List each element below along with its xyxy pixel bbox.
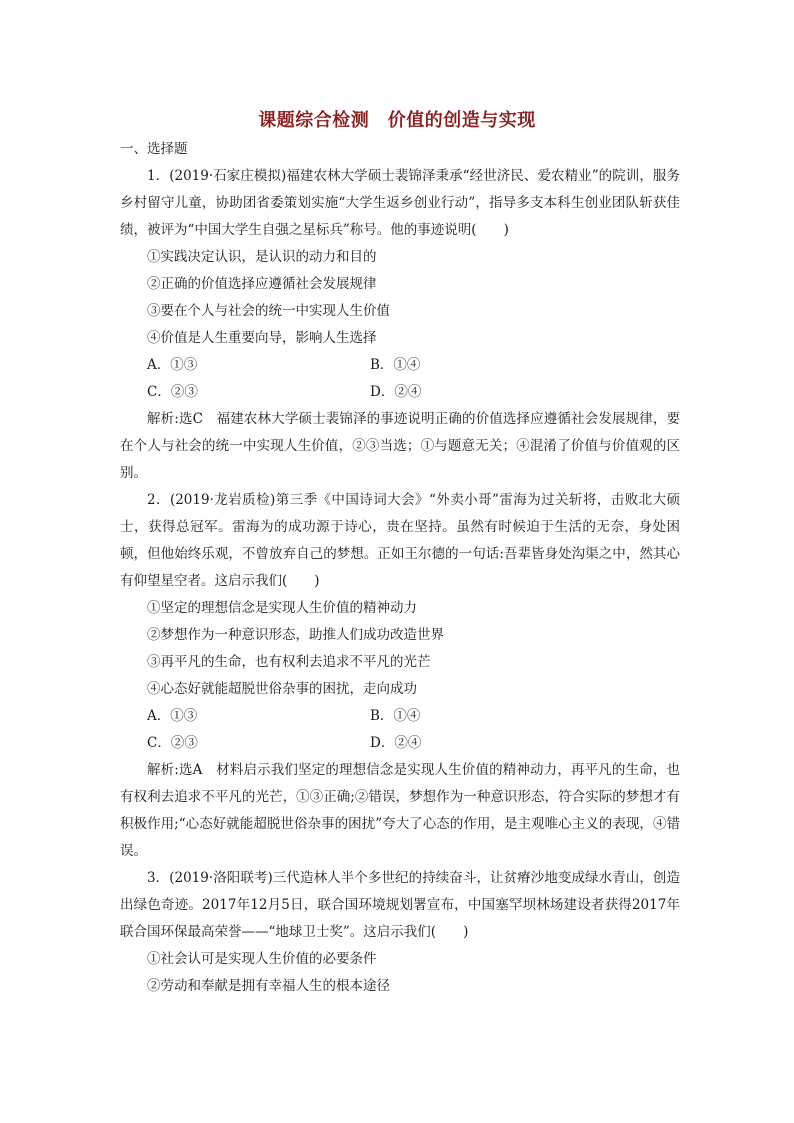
option-b: B．①④: [370, 357, 421, 373]
option-a: A．①③: [147, 357, 198, 373]
option-c: C．②③: [147, 735, 198, 751]
statement-item: ①社会认可是实现人生价值的必要条件: [147, 951, 377, 967]
statement-item: ①实践决定认识，是认识的动力和目的: [147, 249, 377, 265]
question-stem: 2．(2019·龙岩质检)第三季《中国诗词大会》“外卖小哥”雷海为过关斩将，击败北大硕士，获得总冠军。雷海为的成功源于诗心，贵在坚持。虽然有时候迫于生活的无奈，身处困顿，但他始终乐观，不曾放弃自己的梦想。正如王尔德的一句话:吾辈皆身处沟渠之中，然其心有仰望星空者。这启示我们( ): [120, 492, 680, 589]
statement-item: ④价值是人生重要向导，影响人生选择: [147, 330, 377, 346]
option-b: B．①④: [370, 708, 421, 724]
statement-item: ②梦想作为一种意识形态，助推人们成功改造世界: [147, 627, 444, 643]
statement-item: ②正确的价值选择应遵循社会发展规律: [147, 276, 377, 292]
option-row: [120, 703, 680, 730]
statement-item: ④心态好就能超脱世俗杂事的困扰，走向成功: [147, 681, 417, 697]
option-d: D．②④: [370, 735, 422, 751]
question-3: [120, 865, 680, 1000]
question-stem: 3．(2019·洛阳联考)三代造林人半个多世纪的持续奋斗，让贫瘠沙地变成绿水青山，创造出绿色奇迹。2017年12月5日，联合国环境规划署宣布，中国塞罕坝林场建设者获得2017年联合国环保最高荣誉——“地球卫士奖”。这启示我们( ): [120, 870, 680, 940]
question-2: [120, 487, 680, 865]
section-heading: 一、选择题: [120, 141, 188, 157]
option-row: [120, 730, 680, 757]
question-1: [120, 163, 680, 487]
document-body: [120, 136, 680, 1000]
answer-analysis: 解析:选C 福建农林大学硕士裴锦泽的事迹说明正确的价值选择应遵循社会发展规律，要在个人与社会的统一中实现人生价值，②③当选；①与题意无关；④混淆了价值与价值观的区别。: [120, 411, 680, 481]
option-a: A．①③: [147, 708, 198, 724]
statement-item: ①坚定的理想信念是实现人生价值的精神动力: [147, 600, 417, 616]
option-c: C．②③: [147, 384, 198, 400]
option-d: D．②④: [370, 384, 422, 400]
document-title: 课题综合检测 价值的创造与实现: [258, 110, 536, 131]
statement-item: ②劳动和奉献是拥有幸福人生的根本途径: [147, 978, 390, 994]
statement-item: ③要在个人与社会的统一中实现人生价值: [147, 303, 390, 319]
option-row: [120, 352, 680, 379]
question-stem: 1．(2019·石家庄模拟)福建农林大学硕士裴锦泽秉承“经世济民、爱农精业”的院训，服务乡村留守儿童，协助团省委策划实施“大学生返乡创业行动”，指导多支本科生创业团队斩获佳绩，被评为“中国大学生自强之星标兵”称号。他的事迹说明( ): [120, 168, 680, 238]
statement-item: ③再平凡的生命，也有权利去追求不平凡的光芒: [147, 654, 431, 670]
answer-analysis: 解析:选A 材料启示我们坚定的理想信念是实现人生价值的精神动力，再平凡的生命，也有权利去追求不平凡的光芒，①③正确;②错误，梦想作为一种意识形态，符合实际的梦想才有积极作用;“心态好就能超脱世俗杂事的困扰”夸大了心态的作用，是主观唯心主义的表现，④错误。: [120, 762, 680, 859]
option-row: [120, 379, 680, 406]
